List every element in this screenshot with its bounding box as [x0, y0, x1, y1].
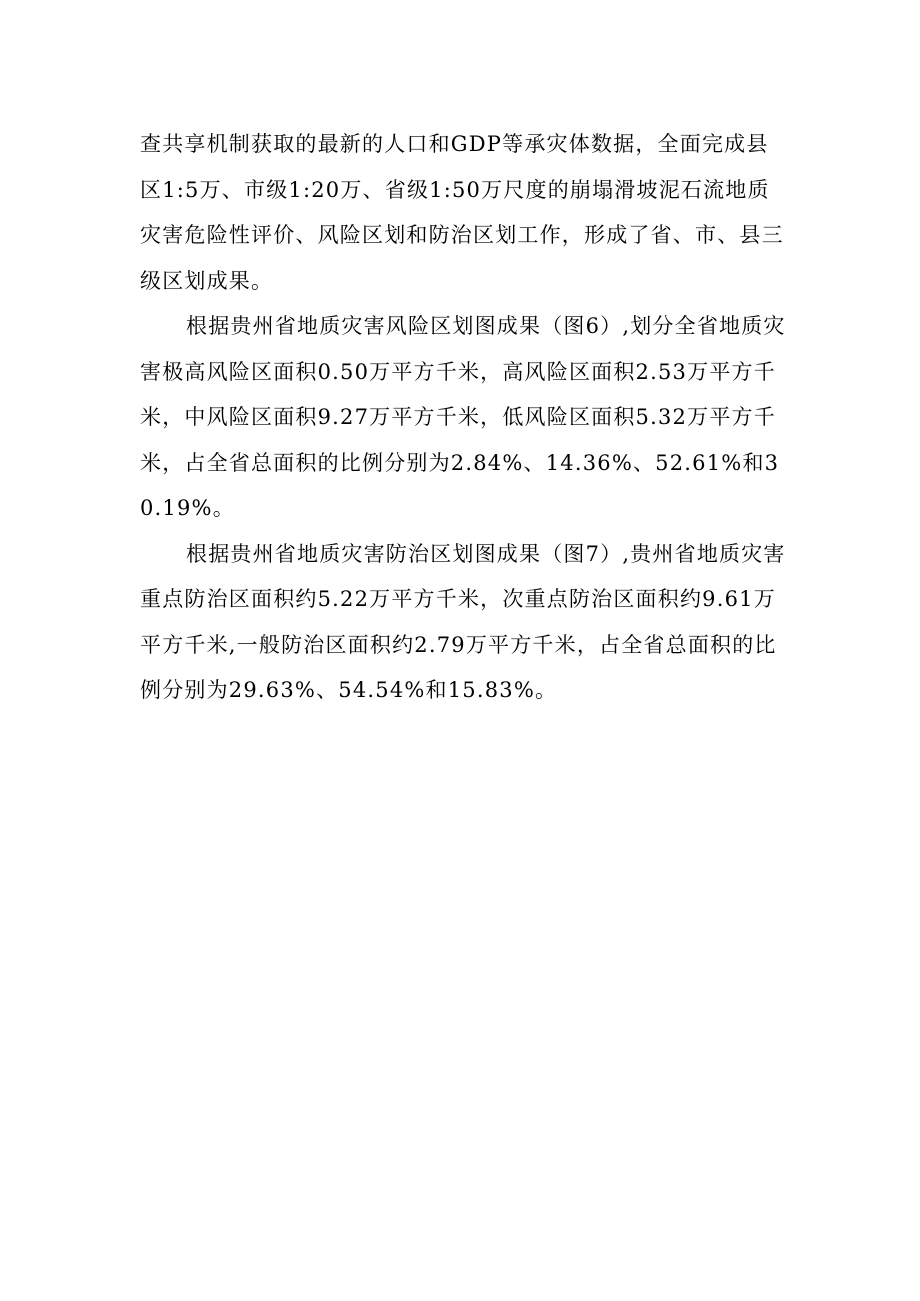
- paragraph-risk-zoning: 根据贵州省地质灾害风险区划图成果（图6）,划分全省地质灾害极高风险区面积0.50万平方千米，高风险区面积2.53万平方千米，中风险区面积9.27万平方千米，低风险区面积5.32万平方千米，占全省总面积的比例分别为2.84%、14.36%、52.61%和30.19%。: [140, 314, 786, 520]
- document-body: [140, 122, 790, 714]
- paragraph-continuation: 查共享机制获取的最新的人口和GDP等承灾体数据，全面完成县区1:5万、市级1:20万、省级1:50万尺度的崩塌滑坡泥石流地质灾害危险性评价、风险区划和防治区划工作，形成了省、市、县三级区划成果。: [140, 132, 784, 293]
- paragraph-prevention-zoning: 根据贵州省地质灾害防治区划图成果（图7）,贵州省地质灾害重点防治区面积约5.22万平方千米，次重点防治区面积约9.61万平方千米,一般防治区面积约2.79万平方千米，占全省总面积的比例分别为29.63%、54.54%和15.83%。: [140, 541, 786, 702]
